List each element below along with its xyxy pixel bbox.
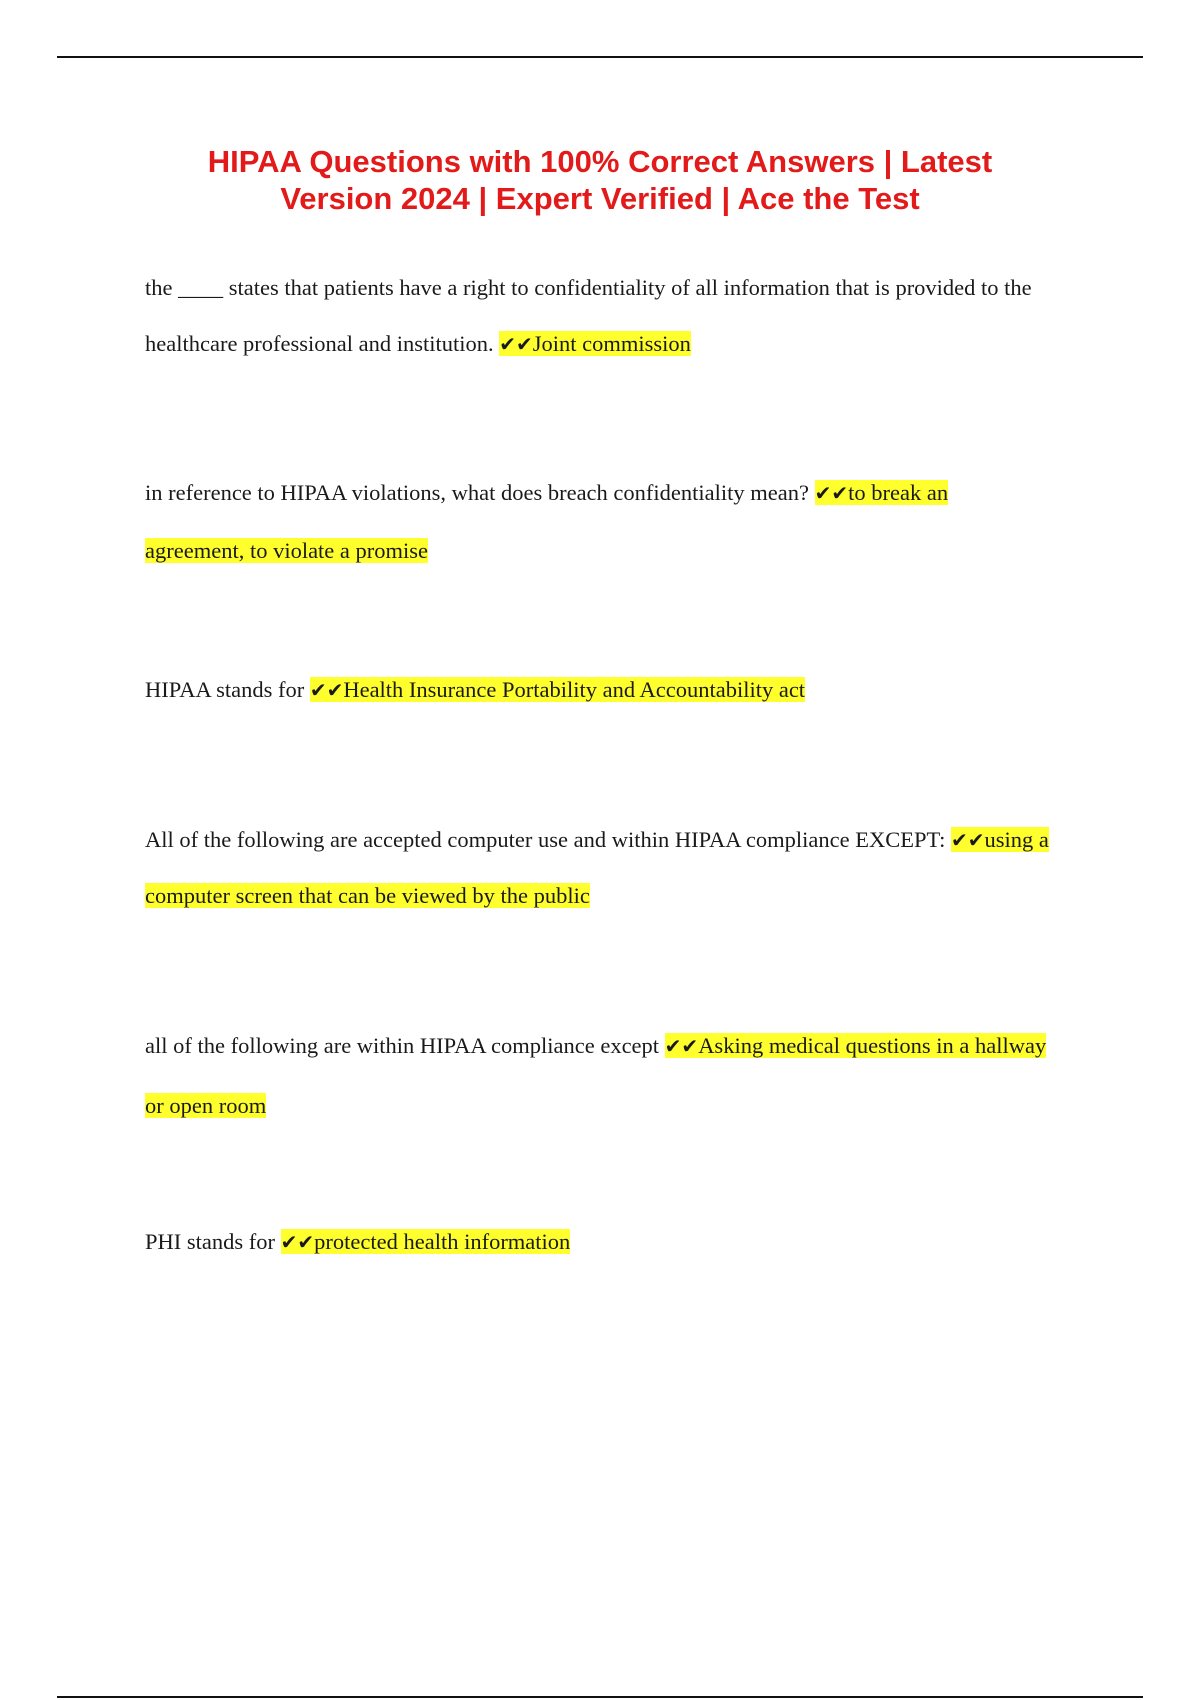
qa-item — [145, 464, 1050, 580]
qa-item — [145, 662, 1050, 718]
answer-text: to break an agreement, to violate a promise — [145, 480, 949, 563]
question-text: All of the following are accepted computer use and within HIPAA compliance EXCEPT: — [145, 827, 946, 852]
question-text: HIPAA stands for — [145, 677, 305, 702]
qa-item — [145, 812, 1050, 923]
check-mark-icon: ✔✔ — [499, 332, 533, 356]
qa-item — [145, 1016, 1050, 1136]
check-mark-icon: ✔✔ — [814, 481, 849, 505]
qa-item — [145, 260, 1050, 372]
question-text: in reference to HIPAA violations, what does breach confidentiality mean? — [145, 480, 809, 505]
qa-item — [145, 1214, 1050, 1270]
question-text: the ____ states that patients have a right to confidentiality of all information that is provided to the healthcare professional and institution. — [145, 275, 1032, 356]
check-mark-icon: ✔✔ — [950, 828, 985, 852]
answer-highlight — [499, 331, 691, 356]
check-mark-icon: ✔✔ — [309, 678, 344, 702]
document-title: HIPAA Questions with 100% Correct Answers | Latest Version 2024 | Expert Verified | Ace the Test — [207, 144, 993, 216]
check-mark-icon: ✔✔ — [280, 1230, 315, 1254]
answer-highlight — [281, 1229, 571, 1254]
top-rule — [57, 56, 1143, 58]
answer-text: Asking medical questions in a hallway or open room — [145, 1033, 1047, 1118]
answer-highlight — [310, 677, 805, 702]
answer-text: Health Insurance Portability and Accountability act — [343, 677, 806, 702]
bottom-rule — [57, 1696, 1143, 1698]
answer-text: protected health information — [314, 1229, 571, 1254]
question-text: PHI stands for — [145, 1229, 275, 1254]
question-text: all of the following are within HIPAA compliance except — [145, 1033, 660, 1058]
answer-text: using a computer screen that can be viewed by the public — [145, 827, 1049, 908]
answer-text: Joint commission — [532, 331, 691, 356]
check-mark-icon: ✔✔ — [664, 1034, 699, 1058]
